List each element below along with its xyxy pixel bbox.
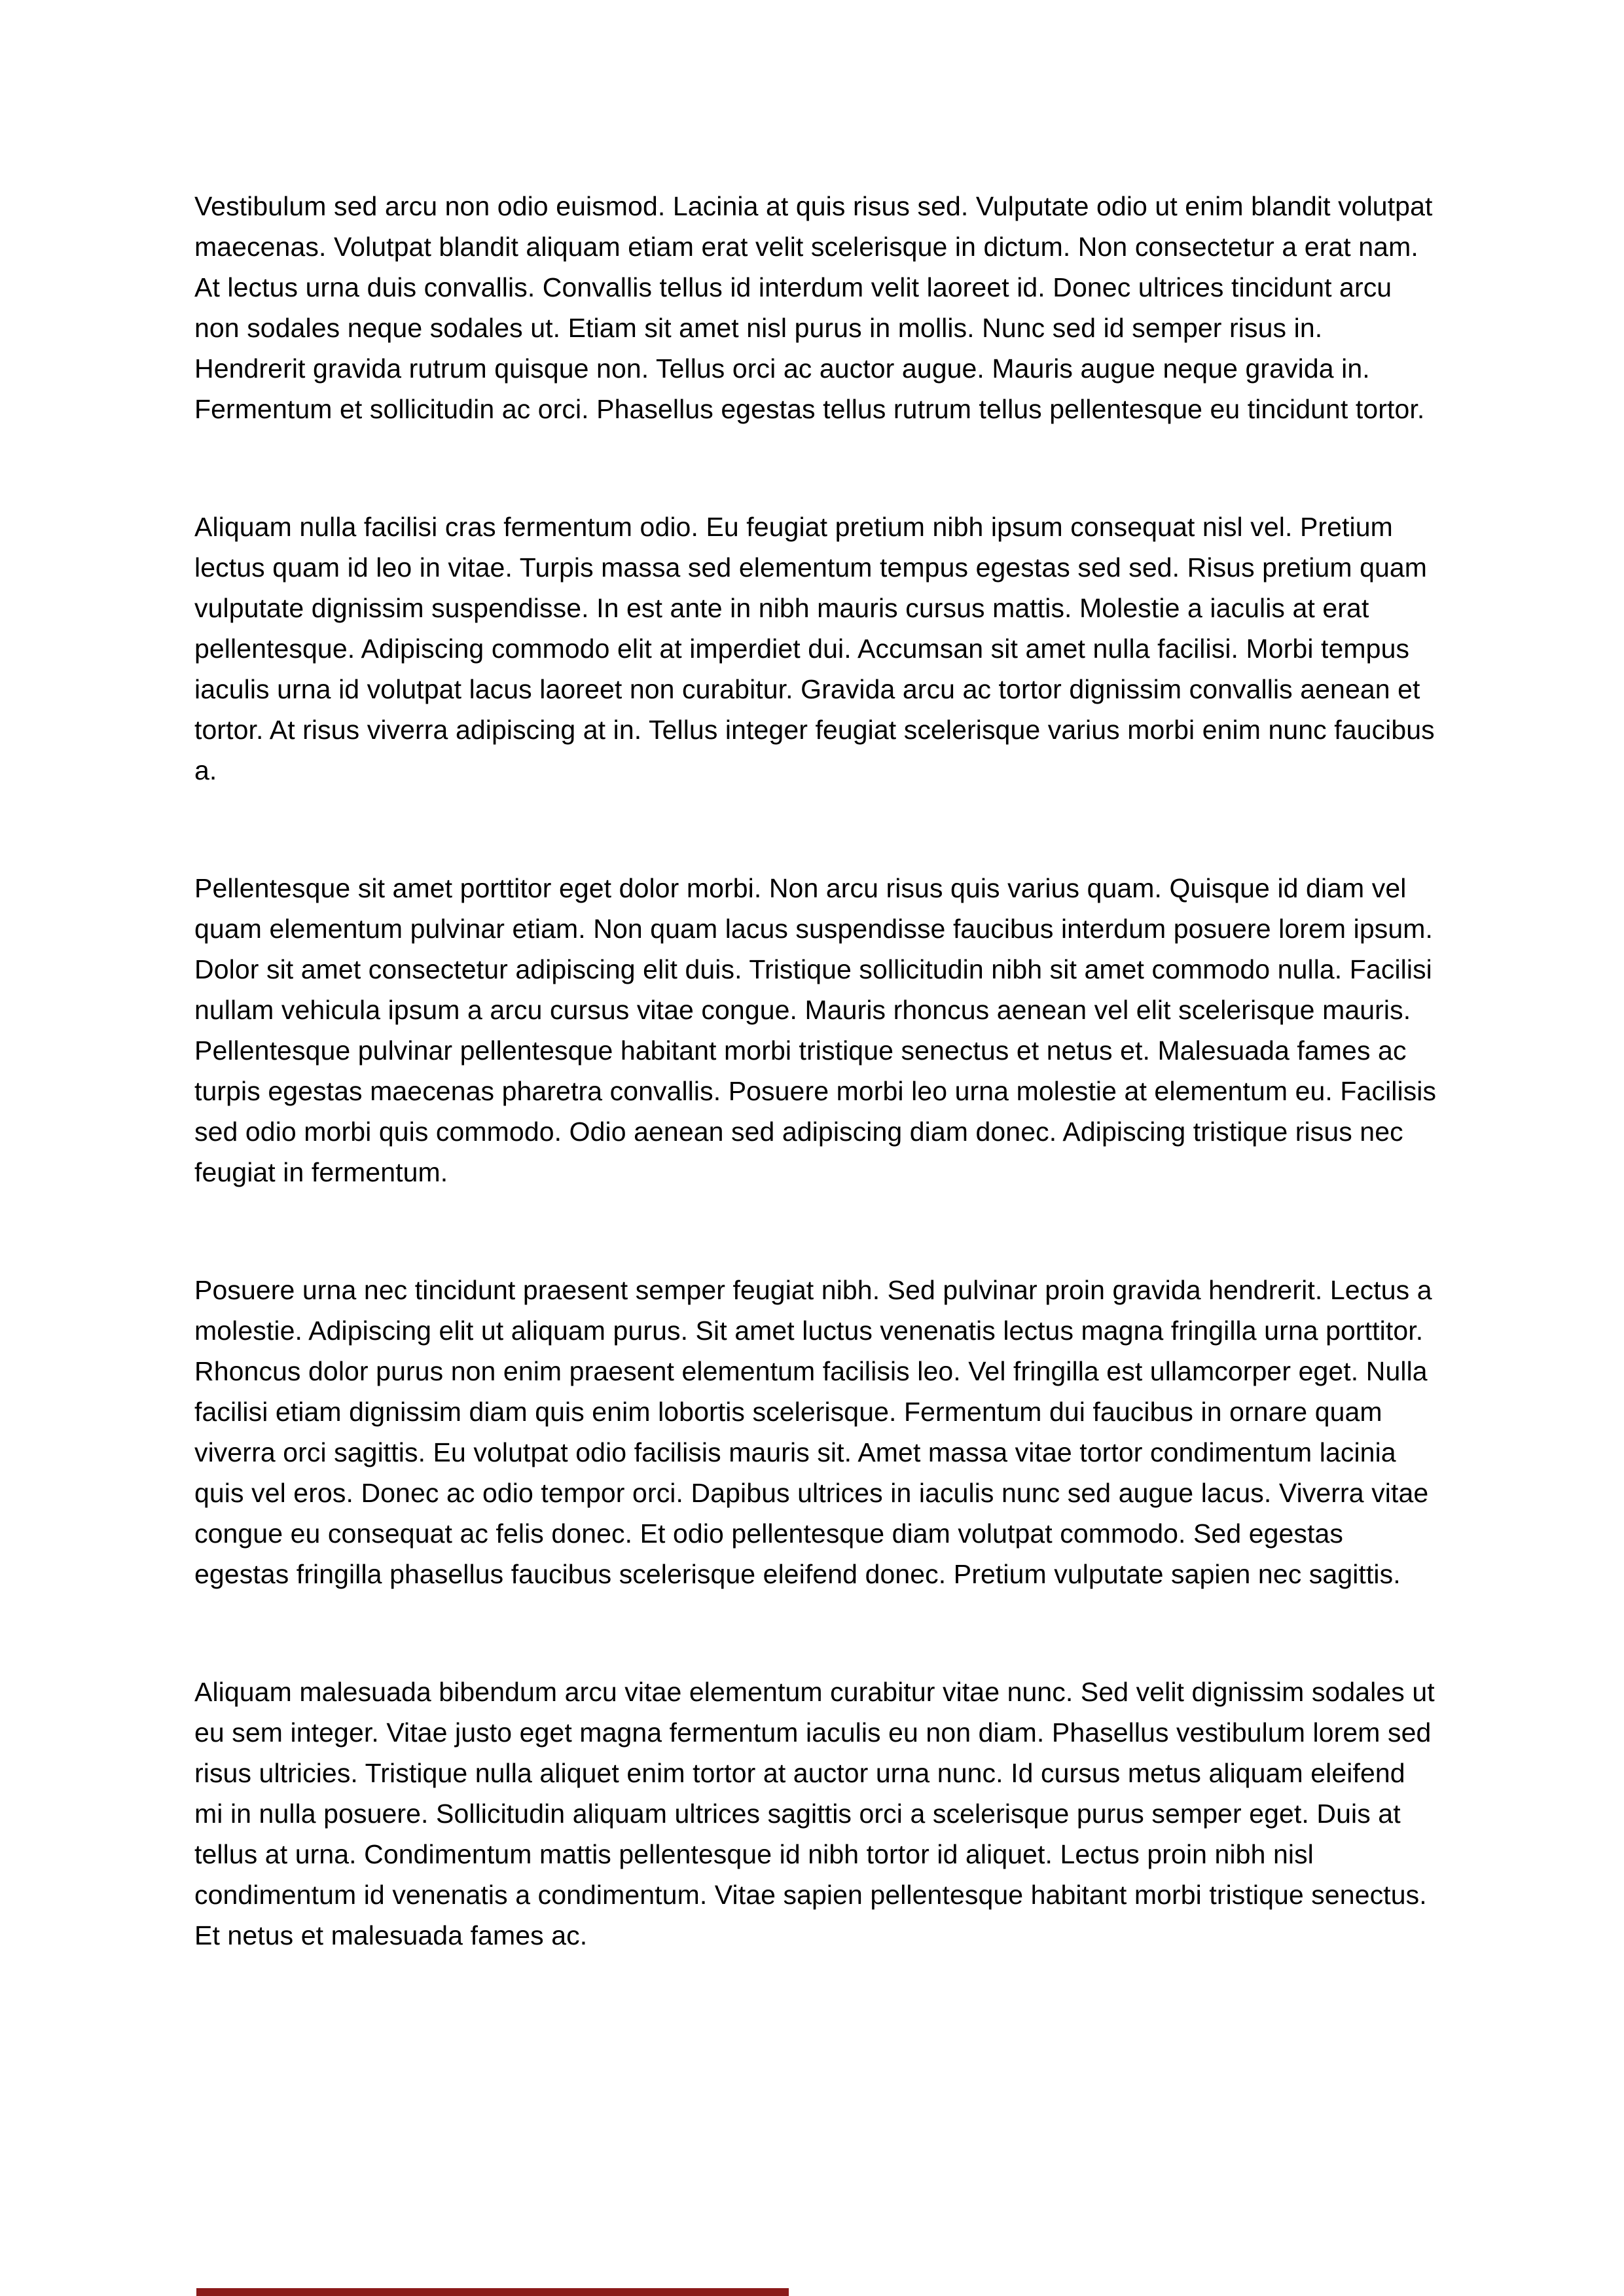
paragraph-2: Aliquam nulla facilisi cras fermentum odio. Eu feugiat pretium nibh ipsum consequat nisl vel. Pretium lectus quam id leo in vitae. Turpis massa sed elementum tempus egestas sed sed. Risus pretium quam vulputate dignissim suspendisse. In est ante in nibh mauris cursus mattis. Molestie a iaculis at erat pellentesque. Adipiscing commodo elit at imperdiet dui. Accumsan sit amet nulla facilisi. Morbi tempus iaculis urna id volutpat lacus laoreet non curabitur. Gravida arcu ac tortor dignissim convallis aenean et tortor. At risus viverra adipiscing at in. Tellus integer feugiat scelerisque varius morbi enim nunc faucibus a. [194, 512, 1435, 785]
paragraph-1: Vestibulum sed arcu non odio euismod. Lacinia at quis risus sed. Vulputate odio ut enim blandit volutpat maecenas. Volutpat blandit aliquam etiam erat velit scelerisque in dictum. Non consectetur a erat nam. At lectus urna duis convallis. Convallis tellus id interdum velit laoreet id. Donec ultrices tincidunt arcu non sodales neque sodales ut. Etiam sit amet nisl purus in mollis. Nunc sed id semper risus in. Hendrerit gravida rutrum quisque non. Tellus orci ac auctor augue. Mauris augue neque gravida in. Fermentum et sollicitudin ac orci. Phasellus egestas tellus rutrum tellus pellentesque eu tincidunt tortor. [194, 191, 1433, 424]
paragraph-5: Aliquam malesuada bibendum arcu vitae elementum curabitur vitae nunc. Sed velit dignissim sodales ut eu sem integer. Vitae justo eget magna fermentum iaculis eu non diam. Phasellus vestibulum lorem sed risus ultricies. Tristique nulla aliquet enim tortor at auctor urna nunc. Id cursus metus aliquam eleifend mi in nulla posuere. Sollicitudin aliquam ultrices sagittis orci a scelerisque purus semper eget. Duis at tellus at urna. Condimentum mattis pellentesque id nibh tortor id aliquet. Lectus proin nibh nisl condimentum id venenatis a condimentum. Vitae sapien pellentesque habitant morbi tristique senectus. Et netus et malesuada fames ac. [194, 1677, 1435, 1950]
bottom-red-bar [196, 2288, 789, 2296]
paragraph-3: Pellentesque sit amet porttitor eget dolor morbi. Non arcu risus quis varius quam. Quisque id diam vel quam elementum pulvinar etiam. Non quam lacus suspendisse faucibus interdum posuere lorem ipsum. Dolor sit amet consectetur adipiscing elit duis. Tristique sollicitudin nibh sit amet commodo nulla. Facilisi nullam vehicula ipsum a arcu cursus vitae congue. Mauris rhoncus aenean vel elit scelerisque mauris. Pellentesque pulvinar pellentesque habitant morbi tristique senectus et netus et. Malesuada fames ac turpis egestas maecenas pharetra convallis. Posuere morbi leo urna molestie at elementum eu. Facilisis sed odio morbi quis commodo. Odio aenean sed adipiscing diam donec. Adipiscing tristique risus nec feugiat in fermentum. [194, 873, 1437, 1187]
document-text-body [194, 186, 1438, 1956]
paragraph-4: Posuere urna nec tincidunt praesent semper feugiat nibh. Sed pulvinar proin gravida hendrerit. Lectus a molestie. Adipiscing elit ut aliquam purus. Sit amet luctus venenatis lectus magna fringilla urna porttitor. Rhoncus dolor purus non enim praesent elementum facilisis leo. Vel fringilla est ullamcorper eget. Nulla facilisi etiam dignissim diam quis enim lobortis scelerisque. Fermentum dui faucibus in ornare quam viverra orci sagittis. Eu volutpat odio facilisis mauris sit. Amet massa vitae tortor condimentum lacinia quis vel eros. Donec ac odio tempor orci. Dapibus ultrices in iaculis nunc sed augue lacus. Viverra vitae congue eu consequat ac felis donec. Et odio pellentesque diam volutpat commodo. Sed egestas egestas fringilla phasellus faucibus scelerisque eleifend donec. Pretium vulputate sapien nec sagittis. [194, 1275, 1432, 1589]
